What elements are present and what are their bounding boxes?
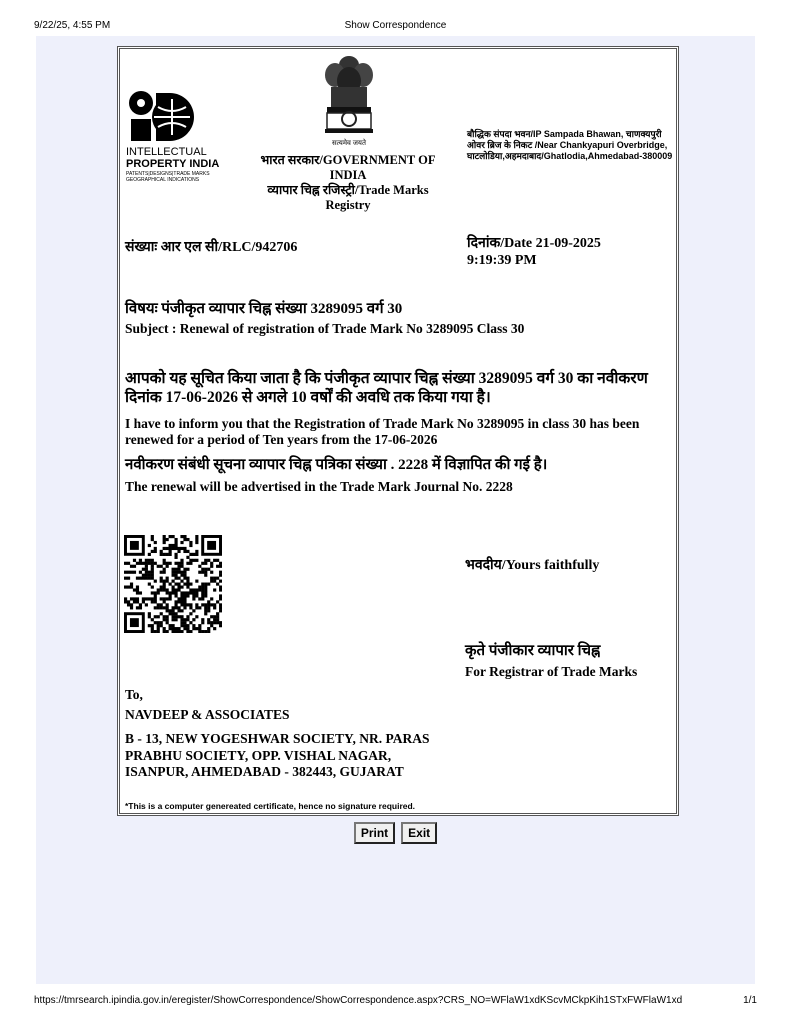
action-buttons (0, 822, 791, 844)
print-url: https://tmrsearch.ipindia.gov.in/eregister/ShowCorrespondence/ShowCorrespondence.aspx?CRS_NO=WFlaW1xdKScvMCkpKih1STxFWFlaW1xd (34, 995, 683, 1006)
print-header (34, 20, 757, 34)
correspondence-document (117, 46, 679, 816)
body-hindi: आपको यह सूचित किया जाता है कि पंजीकृत व्यापार चिह्न संख्या 3289095 वर्ग 30 का नवीकरण दिनांक 17-06-2026 से अगले 10 वर्षों की अवधि तक किया गया है। (125, 370, 648, 406)
svg-text:PROPERTY INDIA: PROPERTY INDIA (126, 158, 220, 170)
print-page-number: 1/1 (743, 995, 757, 1006)
svg-text:INTELLECTUAL: INTELLECTUAL (126, 146, 207, 158)
print-datetime: 9/22/25, 4:55 PM (34, 20, 111, 31)
signatory-hindi: कृते पंजीकार व्यापार चिह्न (465, 643, 601, 659)
date-block (467, 235, 601, 269)
date-label: दिनांक/Date 21-09-2025 (467, 236, 601, 251)
svg-text:सत्यमेव जयते: सत्यमेव जयते (332, 139, 366, 147)
print-footer (34, 995, 757, 1006)
registry-address: बौद्धिक संपदा भवन/IP Sampada Bhawan, चाणक्यपुरी ओवर ब्रिज के निकट /Near Chankyapuri Overbridge, घाटलोडिया,अहमदाबाद/Ghatlodia,Ahmedabad-380009 (467, 129, 673, 161)
subject-hindi: विषयः पंजीकृत व्यापार चिह्न संख्या 3289095 वर्ग 30 (125, 301, 403, 317)
gov-line-1: भारत सरकार/GOVERNMENT OF INDIA (260, 153, 436, 182)
government-heading (248, 153, 448, 213)
print-button[interactable]: Print (354, 822, 395, 844)
recipient-name: NAVDEEP & ASSOCIATES (125, 707, 290, 722)
subject-english: Subject : Renewal of registration of Trade Mark No 3289095 Class 30 (125, 321, 525, 336)
gov-line-2: व्यापार चिह्न रजिस्ट्री/Trade Marks Registry (267, 183, 429, 212)
print-page-title: Show Correspondence (344, 20, 447, 31)
closing-salutation: भवदीय/Yours faithfully (465, 558, 600, 573)
signatory-english: For Registrar of Trade Marks (465, 664, 638, 679)
body-english: I have to inform you that the Registration of Trade Mark No 3289095 in class 30 has been renewed for a period of Ten years from the 17-06-2026 (125, 416, 640, 447)
ip-india-logo (124, 89, 230, 185)
svg-text:PATENTS|DESIGNS|TRADE MARKS: PATENTS|DESIGNS|TRADE MARKS (126, 171, 210, 177)
svg-text:GEOGRAPHICAL INDICATIONS: GEOGRAPHICAL INDICATIONS (126, 177, 200, 183)
reference-number: संख्याः आर एल सी/RLC/942706 (125, 240, 298, 255)
recipient-address: B - 13, NEW YOGESHWAR SOCIETY, NR. PARAS PRABHU SOCIETY, OPP. VISHAL NAGAR, ISANPUR, AHMEDABAD - 382443, GUJARAT (125, 731, 430, 779)
time-value: 9:19:39 PM (467, 253, 537, 268)
to-label: To, (125, 687, 143, 702)
disclaimer: *This is a computer genereated certificate, hence no signature required. (125, 801, 416, 811)
journal-notice-hindi: नवीकरण संबंधी सूचना व्यापार चिह्न पत्रिका संख्या . 2228 में विज्ञापित की गई है। (125, 457, 548, 473)
journal-notice-english: The renewal will be advertised in the Trade Mark Journal No. 2228 (125, 479, 513, 494)
qr-code (124, 535, 222, 633)
national-emblem-icon (317, 53, 381, 149)
exit-button[interactable]: Exit (401, 822, 437, 844)
